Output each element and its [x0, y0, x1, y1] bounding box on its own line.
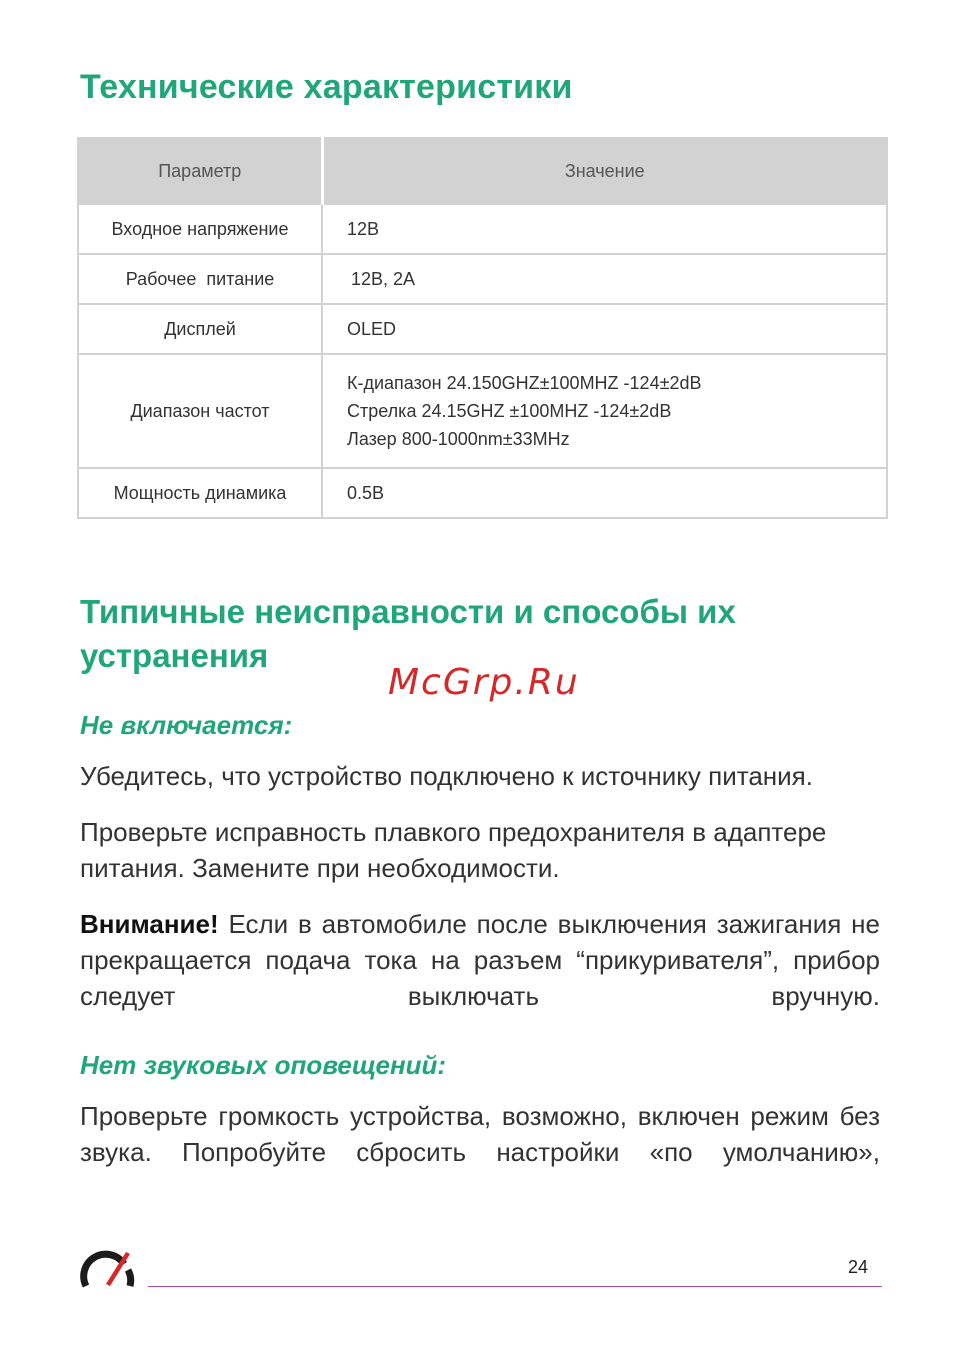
row-param: Мощность динамика: [78, 468, 322, 518]
specs-table: [77, 137, 888, 519]
footer-divider: [148, 1286, 882, 1287]
section-title-troubleshooting: Типичные неисправности и способы их устранения: [80, 593, 736, 674]
warning-paragraph: [80, 906, 880, 1014]
page-number: 24: [848, 1257, 869, 1277]
row-value: 12В: [322, 204, 887, 254]
row-param: Дисплей: [78, 304, 322, 354]
table-row: [78, 204, 887, 254]
row-value: 12В, 2А: [322, 254, 887, 304]
header-param: Параметр: [78, 138, 322, 204]
paragraph: Проверьте исправность плавкого предохранителя в адаптере питания. Замените при необходимости.: [80, 817, 827, 883]
warning-label: Внимание!: [80, 909, 219, 939]
row-param: Диапазон частот: [78, 354, 322, 468]
watermark: McGrp.Ru: [388, 662, 580, 703]
table-row: [78, 468, 887, 518]
row-param: Рабочее питание: [78, 254, 322, 304]
row-param: Входное напряжение: [78, 204, 322, 254]
frequency-line: К-диапазон 24.150GHZ±100MHZ -124±2dB: [347, 373, 702, 393]
row-value: [322, 354, 887, 468]
warning-text: Если в автомобиле после выключения зажигания не прекращается подача тока на разъем “прикуривателя”, прибор следует выключать вручную.: [80, 909, 880, 1011]
subsection-title-no-sound: Нет звуковых оповещений:: [80, 1050, 447, 1080]
row-value: 0.5В: [322, 468, 887, 518]
table-row: [78, 354, 887, 468]
paragraph: Проверьте громкость устройства, возможно, включен режим без звука. Попробуйте сбросить настройки «по умолчанию»,: [80, 1101, 880, 1167]
section-title-specs: Технические характеристики: [80, 68, 573, 106]
table-row: [78, 304, 887, 354]
frequency-line: Стрелка 24.15GHZ ±100MHZ -124±2dB: [347, 401, 672, 421]
paragraph: Убедитесь, что устройство подключено к источнику питания.: [80, 761, 813, 791]
table-header: [78, 138, 887, 204]
frequency-line: Лазер 800-1000nm±33MHz: [347, 429, 570, 449]
row-value: OLED: [322, 304, 887, 354]
subsection-title-no-power: Не включается:: [80, 710, 293, 740]
header-value: Значение: [322, 138, 887, 204]
speedometer-logo-icon: [80, 1246, 136, 1288]
table-row: [78, 254, 887, 304]
